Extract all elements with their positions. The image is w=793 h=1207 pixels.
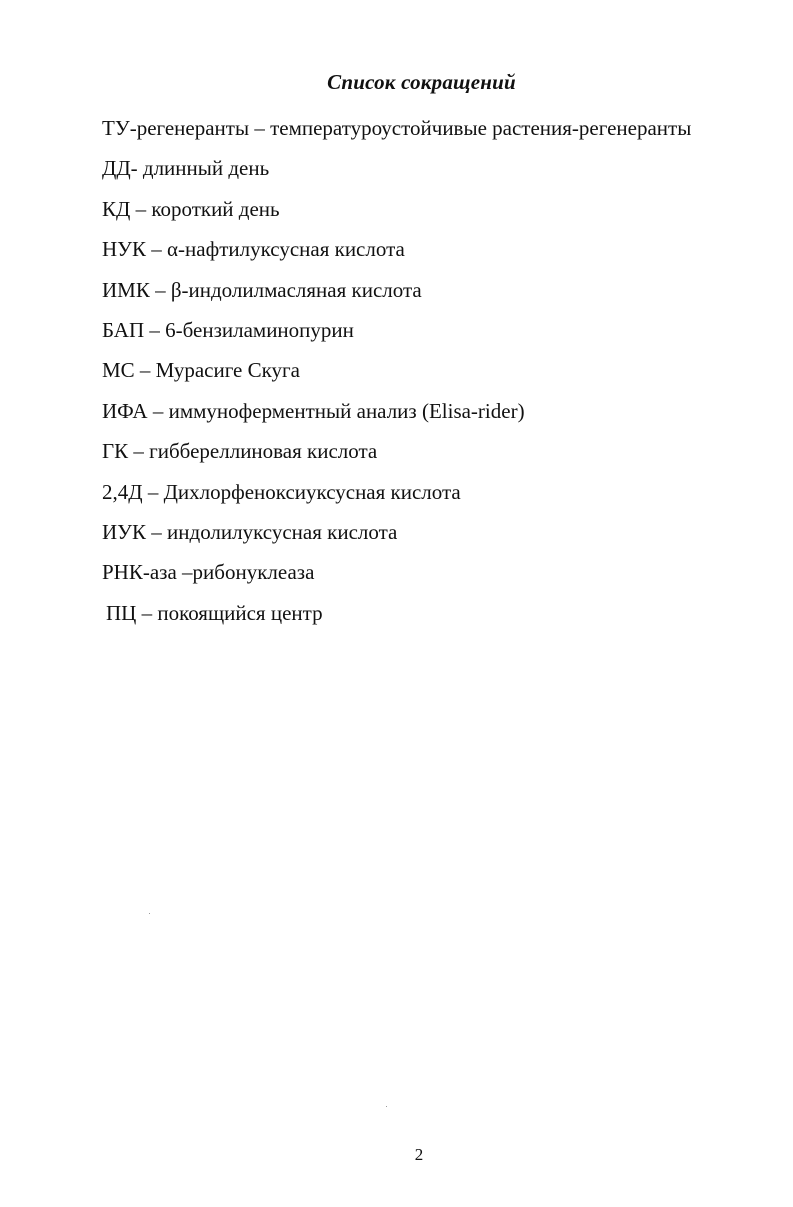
abbreviation-item: 2,4Д – Дихлорфеноксиуксусная кислота [102, 479, 461, 504]
page-title: Список сокращений [327, 70, 516, 94]
abbreviation-item: ПЦ – покоящийся центр [106, 600, 323, 625]
abbreviation-item: МС – Мурасиге Скуга [102, 358, 300, 383]
abbreviation-item: КД – короткий день [102, 196, 280, 221]
abbreviation-list [102, 108, 691, 633]
abbreviation-item: БАП – 6-бензиламинопурин [102, 317, 354, 342]
scan-speck [149, 913, 150, 914]
abbreviation-item: НУК – α-нафтилуксусная кислота [102, 237, 405, 262]
abbreviation-item: ИУК – индолилуксусная кислота [102, 519, 398, 544]
abbreviation-item: ИМК – β-индолилмасляная кислота [102, 277, 422, 302]
abbreviation-item: ГК – гиббереллиновая кислота [102, 439, 378, 464]
abbreviation-item: ДД- длинный день [102, 156, 270, 181]
abbreviation-item: ТУ-регенеранты – температуроустойчивые растения-регенеранты [102, 116, 692, 140]
scan-speck [386, 1106, 387, 1107]
page-number: 2 [414, 1145, 424, 1164]
abbreviation-item: РНК-аза –рибонуклеаза [102, 560, 315, 585]
abbreviation-item: ИФА – иммуноферментный анализ (Elisa-rider) [102, 398, 525, 423]
